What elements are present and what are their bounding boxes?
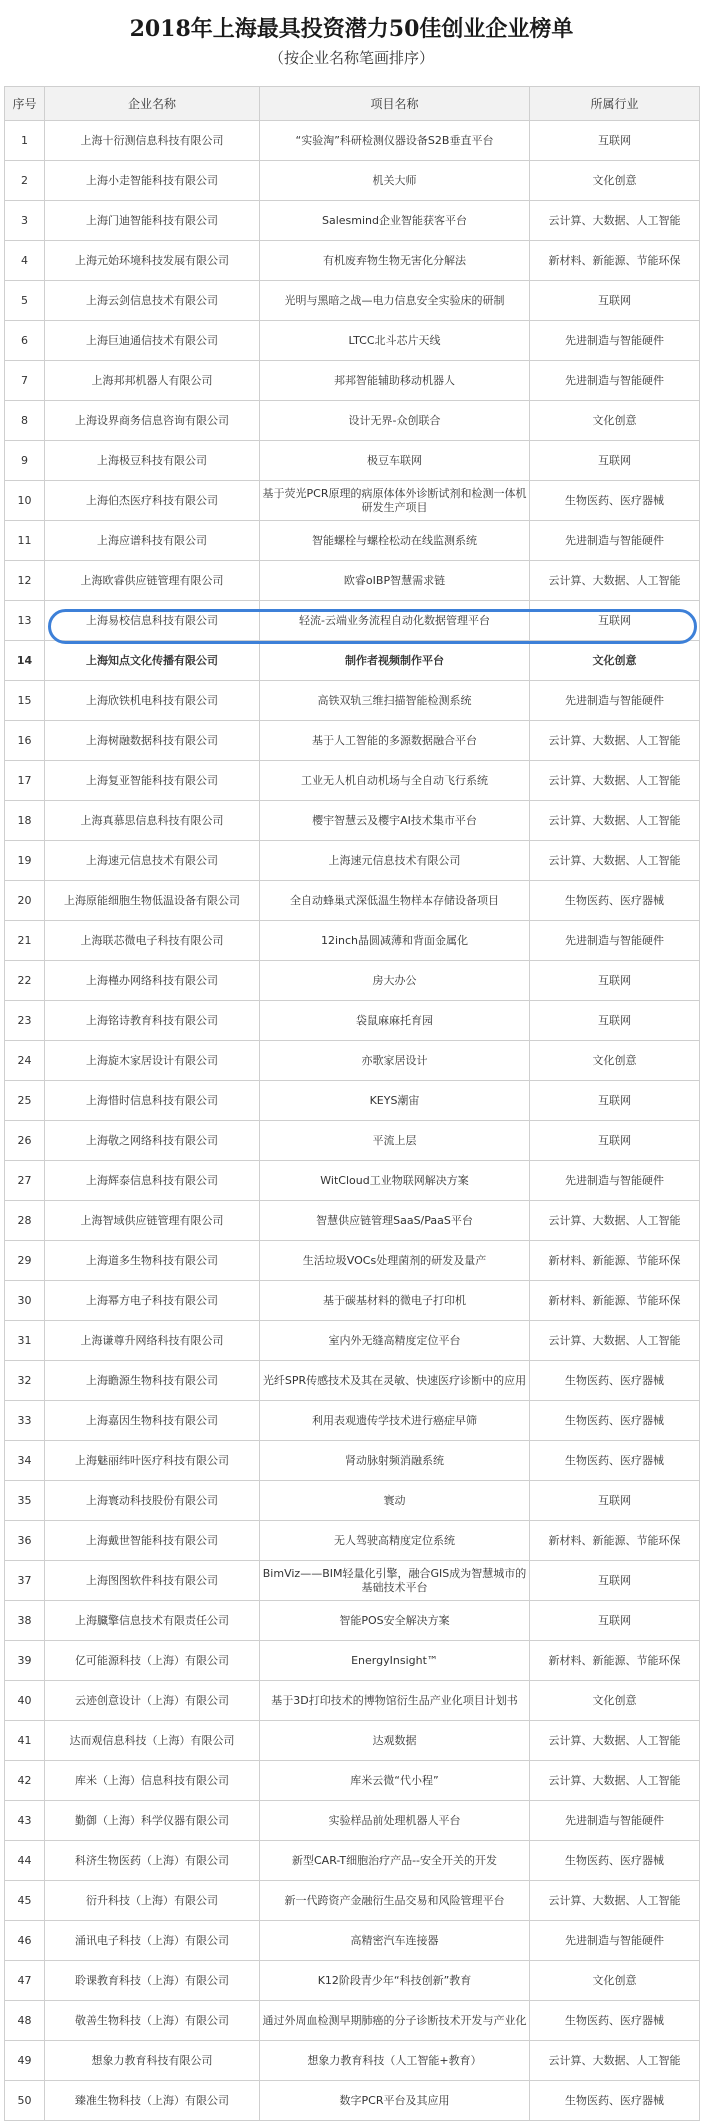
cell-project: 亦歌家居设计 xyxy=(260,1041,530,1081)
cell-no: 25 xyxy=(5,1081,45,1121)
cell-company: 上海伯杰医疗科技有限公司 xyxy=(45,481,260,521)
cell-company: 上海道多生物科技有限公司 xyxy=(45,1241,260,1281)
cell-project: 通过外周血检测早期肺癌的分子诊断技术开发与产业化 xyxy=(260,2001,530,2041)
table-row xyxy=(5,401,700,441)
cell-project: LTCC北斗芯片天线 xyxy=(260,321,530,361)
cell-industry: 互联网 xyxy=(530,1081,700,1121)
cell-no: 7 xyxy=(5,361,45,401)
cell-industry: 文化创意 xyxy=(530,161,700,201)
cell-project: KEYS潮宙 xyxy=(260,1081,530,1121)
cell-company: 亿可能源科技（上海）有限公司 xyxy=(45,1641,260,1681)
cell-no: 6 xyxy=(5,321,45,361)
cell-industry: 文化创意 xyxy=(530,1041,700,1081)
table-row-highlighted xyxy=(5,601,700,641)
table-row xyxy=(5,921,700,961)
cell-project: 轻流-云端业务流程自动化数据管理平台 xyxy=(260,601,530,641)
cell-company: 达而观信息科技（上海）有限公司 xyxy=(45,1721,260,1761)
header-no: 序号 xyxy=(5,87,45,121)
cell-no: 1 xyxy=(5,121,45,161)
cell-project: 极豆车联网 xyxy=(260,441,530,481)
cell-company: 上海知点文化传播有限公司 xyxy=(45,641,260,681)
cell-industry: 互联网 xyxy=(530,601,700,641)
cell-industry: 互联网 xyxy=(530,1001,700,1041)
cell-no: 37 xyxy=(5,1561,45,1601)
cell-company: 上海应谱科技有限公司 xyxy=(45,521,260,561)
table-row xyxy=(5,1841,700,1881)
cell-project: K12阶段青少年“科技创新”教育 xyxy=(260,1961,530,2001)
cell-company: 上海速元信息技术有限公司 xyxy=(45,841,260,881)
cell-industry: 先进制造与智能硬件 xyxy=(530,1161,700,1201)
cell-company: 上海欣铁机电科技有限公司 xyxy=(45,681,260,721)
table-row xyxy=(5,121,700,161)
cell-company: 涌讯电子科技（上海）有限公司 xyxy=(45,1921,260,1961)
cell-industry: 云计算、大数据、人工智能 xyxy=(530,761,700,801)
cell-project: 基于人工智能的多源数据融合平台 xyxy=(260,721,530,761)
cell-company: 上海易校信息科技有限公司 xyxy=(45,601,260,641)
cell-company: 上海巨迪通信技术有限公司 xyxy=(45,321,260,361)
cell-industry: 互联网 xyxy=(530,441,700,481)
cell-industry: 生物医药、医疗器械 xyxy=(530,1361,700,1401)
cell-project: 房大办公 xyxy=(260,961,530,1001)
table-body xyxy=(5,121,700,2121)
cell-industry: 云计算、大数据、人工智能 xyxy=(530,1761,700,1801)
cell-industry: 互联网 xyxy=(530,281,700,321)
cell-industry: 云计算、大数据、人工智能 xyxy=(530,1321,700,1361)
cell-industry: 生物医药、医疗器械 xyxy=(530,1401,700,1441)
cell-no: 38 xyxy=(5,1601,45,1641)
table-row xyxy=(5,2081,700,2121)
cell-industry: 新材料、新能源、节能环保 xyxy=(530,1641,700,1681)
table-row xyxy=(5,1001,700,1041)
page-title: 2018年上海最具投资潜力50佳创业企业榜单 xyxy=(129,16,574,42)
cell-industry: 云计算、大数据、人工智能 xyxy=(530,561,700,601)
table-row xyxy=(5,1521,700,1561)
cell-no: 11 xyxy=(5,521,45,561)
cell-no: 13 xyxy=(5,601,45,641)
cell-company: 上海铭诗教育科技有限公司 xyxy=(45,1001,260,1041)
cell-company: 上海门迪智能科技有限公司 xyxy=(45,201,260,241)
table-row xyxy=(5,2041,700,2081)
cell-company: 上海惜时信息科技有限公司 xyxy=(45,1081,260,1121)
table-row xyxy=(5,281,700,321)
cell-industry: 互联网 xyxy=(530,1601,700,1641)
cell-company: 上海原能细胞生物低温设备有限公司 xyxy=(45,881,260,921)
table-row xyxy=(5,1801,700,1841)
cell-industry: 文化创意 xyxy=(530,641,700,681)
cell-project: 邦邦智能辅助移动机器人 xyxy=(260,361,530,401)
cell-industry: 先进制造与智能硬件 xyxy=(530,521,700,561)
cell-company: 上海联芯微电子科技有限公司 xyxy=(45,921,260,961)
table-row xyxy=(5,1561,700,1601)
cell-project: 肾动脉射频消融系统 xyxy=(260,1441,530,1481)
cell-project: 设计无界-众创联合 xyxy=(260,401,530,441)
header-industry: 所属行业 xyxy=(530,87,700,121)
cell-no: 3 xyxy=(5,201,45,241)
cell-company: 上海云剑信息技术有限公司 xyxy=(45,281,260,321)
cell-industry: 云计算、大数据、人工智能 xyxy=(530,801,700,841)
cell-no: 42 xyxy=(5,1761,45,1801)
cell-industry: 先进制造与智能硬件 xyxy=(530,1921,700,1961)
cell-project: 高铁双轨三维扫描智能检测系统 xyxy=(260,681,530,721)
header-row xyxy=(5,87,700,121)
cell-company: 上海魅丽纬叶医疗科技有限公司 xyxy=(45,1441,260,1481)
table-row xyxy=(5,881,700,921)
cell-industry: 生物医药、医疗器械 xyxy=(530,481,700,521)
cell-company: 聆课教育科技（上海）有限公司 xyxy=(45,1961,260,2001)
cell-industry: 先进制造与智能硬件 xyxy=(530,681,700,721)
cell-company: 上海图图软件科技有限公司 xyxy=(45,1561,260,1601)
table-row xyxy=(5,1201,700,1241)
cell-project: 樱宇智慧云及樱宇AI技术集市平台 xyxy=(260,801,530,841)
cell-project: 生活垃圾VOCs处理菌剂的研发及量产 xyxy=(260,1241,530,1281)
cell-company: 上海小走智能科技有限公司 xyxy=(45,161,260,201)
cell-project: 基于3D打印技术的博物馆衍生品产业化项目计划书 xyxy=(260,1681,530,1721)
cell-no: 44 xyxy=(5,1841,45,1881)
cell-industry: 新材料、新能源、节能环保 xyxy=(530,1281,700,1321)
cell-company: 上海寰动科技股份有限公司 xyxy=(45,1481,260,1521)
cell-project: 无人驾驶高精度定位系统 xyxy=(260,1521,530,1561)
cell-project: 12inch晶圆减薄和背面金属化 xyxy=(260,921,530,961)
cell-project: 有机废弃物生物无害化分解法 xyxy=(260,241,530,281)
cell-no: 29 xyxy=(5,1241,45,1281)
cell-project: 实验样品前处理机器人平台 xyxy=(260,1801,530,1841)
table-row xyxy=(5,1281,700,1321)
cell-industry: 互联网 xyxy=(530,1481,700,1521)
cell-company: 库米（上海）信息科技有限公司 xyxy=(45,1761,260,1801)
table-row xyxy=(5,2001,700,2041)
title-block xyxy=(0,0,703,86)
table-row xyxy=(5,1081,700,1121)
cell-company: 敬善生物科技（上海）有限公司 xyxy=(45,2001,260,2041)
cell-project: 基于荧光PCR原理的病原体体外诊断试剂和检测一体机研发生产项目 xyxy=(260,481,530,521)
cell-project: BimViz——BIM轻量化引擎，融合GIS成为智慧城市的基础技术平台 xyxy=(260,1561,530,1601)
table-row xyxy=(5,841,700,881)
cell-no: 23 xyxy=(5,1001,45,1041)
cell-project: 制作者视频制作平台 xyxy=(260,641,530,681)
cell-project: 室内外无缝高精度定位平台 xyxy=(260,1321,530,1361)
cell-no: 45 xyxy=(5,1881,45,1921)
cell-industry: 互联网 xyxy=(530,121,700,161)
table-row xyxy=(5,201,700,241)
cell-industry: 云计算、大数据、人工智能 xyxy=(530,1881,700,1921)
cell-project: 机关大师 xyxy=(260,161,530,201)
cell-no: 50 xyxy=(5,2081,45,2121)
cell-industry: 新材料、新能源、节能环保 xyxy=(530,241,700,281)
cell-project: “实验淘”科研检测仪器设备S2B垂直平台 xyxy=(260,121,530,161)
cell-company: 想象力教育科技有限公司 xyxy=(45,2041,260,2081)
cell-no: 40 xyxy=(5,1681,45,1721)
table-row xyxy=(5,681,700,721)
cell-industry: 文化创意 xyxy=(530,1681,700,1721)
table-row xyxy=(5,1641,700,1681)
cell-no: 35 xyxy=(5,1481,45,1521)
cell-company: 上海真慕思信息科技有限公司 xyxy=(45,801,260,841)
cell-project: 工业无人机自动机场与全自动飞行系统 xyxy=(260,761,530,801)
cell-project: Salesmind企业智能获客平台 xyxy=(260,201,530,241)
table-row xyxy=(5,481,700,521)
page-subtitle: （按企业名称笔画排序） xyxy=(268,49,434,67)
cell-industry: 云计算、大数据、人工智能 xyxy=(530,721,700,761)
cell-industry: 云计算、大数据、人工智能 xyxy=(530,201,700,241)
cell-project: 上海速元信息技术有限公司 xyxy=(260,841,530,881)
table-row xyxy=(5,1961,700,2001)
cell-company: 衍升科技（上海）有限公司 xyxy=(45,1881,260,1921)
cell-no: 34 xyxy=(5,1441,45,1481)
table-row xyxy=(5,241,700,281)
header-company: 企业名称 xyxy=(45,87,260,121)
cell-project: 智慧供应链管理SaaS/PaaS平台 xyxy=(260,1201,530,1241)
cell-company: 上海瞻源生物科技有限公司 xyxy=(45,1361,260,1401)
cell-no: 41 xyxy=(5,1721,45,1761)
cell-company: 上海欧睿供应链管理有限公司 xyxy=(45,561,260,601)
table-row xyxy=(5,1601,700,1641)
cell-industry: 云计算、大数据、人工智能 xyxy=(530,841,700,881)
cell-no: 8 xyxy=(5,401,45,441)
cell-no: 5 xyxy=(5,281,45,321)
cell-no: 48 xyxy=(5,2001,45,2041)
cell-industry: 互联网 xyxy=(530,1561,700,1601)
cell-project: 光明与黑暗之战—电力信息安全实验床的研制 xyxy=(260,281,530,321)
cell-project: 欧睿oIBP智慧需求链 xyxy=(260,561,530,601)
cell-industry: 互联网 xyxy=(530,961,700,1001)
cell-no: 4 xyxy=(5,241,45,281)
cell-industry: 互联网 xyxy=(530,1121,700,1161)
ranking-table xyxy=(4,86,700,2121)
cell-company: 科济生物医药（上海）有限公司 xyxy=(45,1841,260,1881)
cell-project: 光纤SPR传感技术及其在灵敏、快速医疗诊断中的应用 xyxy=(260,1361,530,1401)
table-row xyxy=(5,1681,700,1721)
table-row xyxy=(5,721,700,761)
cell-no: 43 xyxy=(5,1801,45,1841)
table-row xyxy=(5,1921,700,1961)
cell-company: 上海智域供应链管理有限公司 xyxy=(45,1201,260,1241)
cell-no: 27 xyxy=(5,1161,45,1201)
cell-project: 库米云微“代小程” xyxy=(260,1761,530,1801)
table-row xyxy=(5,1721,700,1761)
cell-project: 高精密汽车连接器 xyxy=(260,1921,530,1961)
cell-industry: 先进制造与智能硬件 xyxy=(530,361,700,401)
cell-no: 39 xyxy=(5,1641,45,1681)
cell-no: 21 xyxy=(5,921,45,961)
cell-project: 平流上层 xyxy=(260,1121,530,1161)
table-row xyxy=(5,1241,700,1281)
cell-project: 全自动蜂巢式深低温生物样本存储设备项目 xyxy=(260,881,530,921)
cell-no: 33 xyxy=(5,1401,45,1441)
cell-company: 上海旋木家居设计有限公司 xyxy=(45,1041,260,1081)
table-row xyxy=(5,561,700,601)
table-header xyxy=(5,87,700,121)
cell-company: 上海戴世智能科技有限公司 xyxy=(45,1521,260,1561)
table-row xyxy=(5,801,700,841)
cell-project: 达观数据 xyxy=(260,1721,530,1761)
cell-company: 上海设界商务信息咨询有限公司 xyxy=(45,401,260,441)
cell-no: 24 xyxy=(5,1041,45,1081)
cell-no: 28 xyxy=(5,1201,45,1241)
cell-project: 袋鼠麻麻托育园 xyxy=(260,1001,530,1041)
cell-project: 利用表观遗传学技术进行癌症早筛 xyxy=(260,1401,530,1441)
cell-industry: 文化创意 xyxy=(530,1961,700,2001)
cell-industry: 新材料、新能源、节能环保 xyxy=(530,1241,700,1281)
cell-industry: 先进制造与智能硬件 xyxy=(530,321,700,361)
cell-company: 上海谦尊升网络科技有限公司 xyxy=(45,1321,260,1361)
cell-no: 2 xyxy=(5,161,45,201)
cell-company: 云迹创意设计（上海）有限公司 xyxy=(45,1681,260,1721)
table-row xyxy=(5,1401,700,1441)
cell-no: 22 xyxy=(5,961,45,1001)
table-row xyxy=(5,1881,700,1921)
cell-no: 14 xyxy=(5,641,45,681)
table-row xyxy=(5,961,700,1001)
table-row xyxy=(5,761,700,801)
cell-no: 49 xyxy=(5,2041,45,2081)
cell-company: 上海幂方电子科技有限公司 xyxy=(45,1281,260,1321)
cell-company: 勤御（上海）科学仪器有限公司 xyxy=(45,1801,260,1841)
cell-project: 数字PCR平台及其应用 xyxy=(260,2081,530,2121)
table-row xyxy=(5,1121,700,1161)
cell-project: 新型CAR-T细胞治疗产品--安全开关的开发 xyxy=(260,1841,530,1881)
cell-company: 臻准生物科技（上海）有限公司 xyxy=(45,2081,260,2121)
cell-no: 9 xyxy=(5,441,45,481)
cell-project: 想象力教育科技（人工智能+教育） xyxy=(260,2041,530,2081)
cell-no: 36 xyxy=(5,1521,45,1561)
cell-no: 20 xyxy=(5,881,45,921)
cell-project: 智能螺栓与螺栓松动在线监测系统 xyxy=(260,521,530,561)
cell-no: 15 xyxy=(5,681,45,721)
cell-industry: 新材料、新能源、节能环保 xyxy=(530,1521,700,1561)
cell-no: 26 xyxy=(5,1121,45,1161)
cell-company: 上海极豆科技有限公司 xyxy=(45,441,260,481)
cell-company: 上海臓擎信息技术有限责任公司 xyxy=(45,1601,260,1641)
cell-project: 基于碳基材料的微电子打印机 xyxy=(260,1281,530,1321)
cell-industry: 文化创意 xyxy=(530,401,700,441)
cell-industry: 生物医药、医疗器械 xyxy=(530,2001,700,2041)
cell-project: WitCloud工业物联网解决方案 xyxy=(260,1161,530,1201)
cell-company: 上海邦邦机器人有限公司 xyxy=(45,361,260,401)
table-row xyxy=(5,441,700,481)
table-row xyxy=(5,1761,700,1801)
table-row xyxy=(5,161,700,201)
table-row xyxy=(5,521,700,561)
table-row xyxy=(5,321,700,361)
cell-industry: 云计算、大数据、人工智能 xyxy=(530,2041,700,2081)
table-row xyxy=(5,1481,700,1521)
table-row xyxy=(5,1321,700,1361)
cell-industry: 生物医药、医疗器械 xyxy=(530,881,700,921)
cell-company: 上海复亚智能科技有限公司 xyxy=(45,761,260,801)
table-row xyxy=(5,1361,700,1401)
cell-no: 17 xyxy=(5,761,45,801)
cell-company: 上海槿办网络科技有限公司 xyxy=(45,961,260,1001)
cell-industry: 生物医药、医疗器械 xyxy=(530,1841,700,1881)
cell-industry: 生物医药、医疗器械 xyxy=(530,1441,700,1481)
cell-no: 31 xyxy=(5,1321,45,1361)
cell-industry: 云计算、大数据、人工智能 xyxy=(530,1201,700,1241)
cell-industry: 先进制造与智能硬件 xyxy=(530,921,700,961)
cell-company: 上海树融数据科技有限公司 xyxy=(45,721,260,761)
cell-no: 18 xyxy=(5,801,45,841)
cell-industry: 生物医药、医疗器械 xyxy=(530,2081,700,2121)
cell-company: 上海敬之网络科技有限公司 xyxy=(45,1121,260,1161)
cell-company: 上海嘉因生物科技有限公司 xyxy=(45,1401,260,1441)
cell-no: 30 xyxy=(5,1281,45,1321)
cell-company: 上海十衍测信息科技有限公司 xyxy=(45,121,260,161)
cell-no: 32 xyxy=(5,1361,45,1401)
header-project: 项目名称 xyxy=(260,87,530,121)
cell-no: 12 xyxy=(5,561,45,601)
cell-no: 46 xyxy=(5,1921,45,1961)
cell-project: EnergyInsight™ xyxy=(260,1641,530,1681)
cell-no: 10 xyxy=(5,481,45,521)
table-row xyxy=(5,361,700,401)
cell-industry: 云计算、大数据、人工智能 xyxy=(530,1721,700,1761)
table-row xyxy=(5,1161,700,1201)
cell-no: 19 xyxy=(5,841,45,881)
cell-industry: 先进制造与智能硬件 xyxy=(530,1801,700,1841)
table-row xyxy=(5,641,700,681)
table-row xyxy=(5,1441,700,1481)
table-row xyxy=(5,1041,700,1081)
cell-company: 上海元始环境科技发展有限公司 xyxy=(45,241,260,281)
cell-project: 智能POS安全解决方案 xyxy=(260,1601,530,1641)
cell-company: 上海辉泰信息科技有限公司 xyxy=(45,1161,260,1201)
cell-project: 寰动 xyxy=(260,1481,530,1521)
cell-project: 新一代跨资产金融衍生品交易和风险管理平台 xyxy=(260,1881,530,1921)
cell-no: 16 xyxy=(5,721,45,761)
cell-no: 47 xyxy=(5,1961,45,2001)
